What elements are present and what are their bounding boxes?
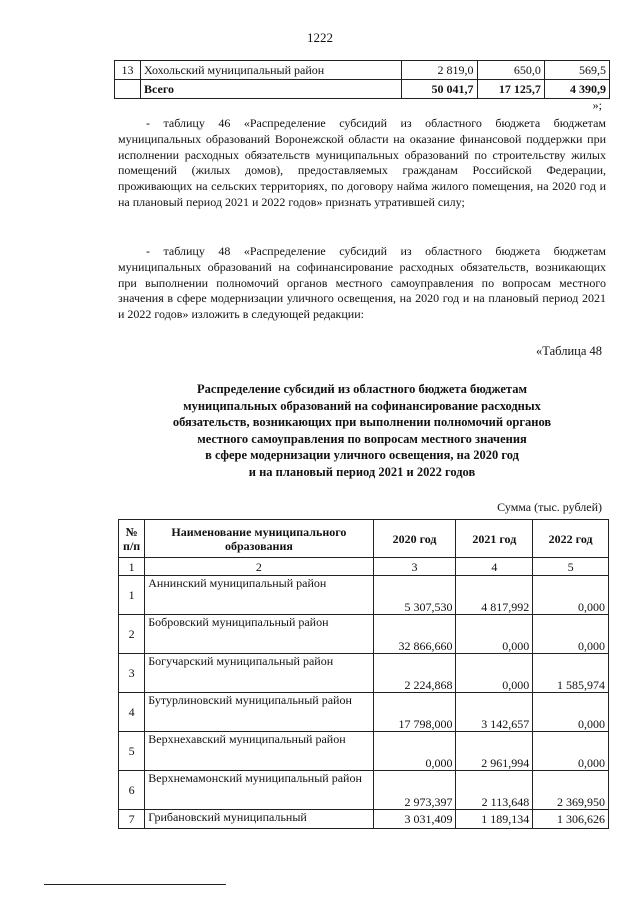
- closing-quote: »;: [592, 98, 602, 112]
- value-2020: 0,000: [373, 732, 456, 771]
- table-row: [119, 615, 609, 654]
- value-2021: 650,0: [477, 61, 544, 80]
- total-2021: 17 125,7: [477, 80, 544, 99]
- value-2022: 0,000: [533, 693, 609, 732]
- row-number: 4: [119, 693, 145, 732]
- paragraph-text: - таблицу 48 «Распределение субсидий из областного бюджета бюджетам муниципальных образований на софинансирование расходных обязательств, возникающих при выполнении полномочий органов местного самоуправления по вопросам местного значения в сфере модернизации уличного освещения, на 2020 год и на плановый период 2021 и 2022 годов» изложить в следующей редакции:: [118, 244, 606, 322]
- value-2020: 5 307,530: [373, 576, 456, 615]
- total-label: Всего: [141, 80, 402, 99]
- value-2022: 1 306,626: [533, 810, 609, 829]
- table-row-total: [115, 80, 610, 99]
- units-note: Сумма (тыс. рублей): [497, 500, 602, 514]
- value-2021: 0,000: [456, 654, 533, 693]
- municipality-name: Грибановский муниципальный: [145, 810, 373, 829]
- column-number: 4: [456, 558, 533, 576]
- row-number: 1: [119, 576, 145, 615]
- municipality-name: Бутурлиновский муниципальный район: [145, 693, 373, 732]
- value-2021: 1 189,134: [456, 810, 533, 829]
- row-number: [115, 80, 141, 99]
- row-number: 13: [115, 61, 141, 80]
- page-number: 1222: [307, 30, 333, 45]
- paragraph-table-46: [118, 116, 606, 211]
- header-2021: 2021 год: [456, 520, 533, 558]
- value-2020: 2 973,397: [373, 771, 456, 810]
- column-number-row: [119, 558, 609, 576]
- previous-table-fragment: [114, 60, 610, 99]
- value-2020: 3 031,409: [373, 810, 456, 829]
- total-2022: 4 390,9: [544, 80, 609, 99]
- table-row: [115, 61, 610, 80]
- table-row: [119, 810, 609, 829]
- value-2020: 32 866,660: [373, 615, 456, 654]
- value-2020: 2 819,0: [401, 61, 477, 80]
- table-header-row: [119, 520, 609, 558]
- table-row: [119, 732, 609, 771]
- row-number: 2: [119, 615, 145, 654]
- row-number: 7: [119, 810, 145, 829]
- title-line: в сфере модернизации уличного освещения, на 2020 год: [205, 448, 519, 462]
- paragraph-text: - таблицу 46 «Распределение субсидий из областного бюджета бюджетам муниципальных образований Воронежской области на оказание финансовой поддержки при исполнении расходных обязательств муниципальных образований по строительству жилых помещений (жилых домов), предоставляемых гражданам Российской Федерации, проживающих на сельских территориях, по договору найма жилого помещения, на 2020 год и на плановый период 2021 и 2022 годов» признать утратившей силу;: [118, 116, 606, 209]
- municipality-name: Хохольский муниципальный район: [141, 61, 402, 80]
- table-title: [118, 381, 606, 480]
- table-row: [119, 654, 609, 693]
- value-2021: 2 961,994: [456, 732, 533, 771]
- subsidy-table: [118, 519, 609, 829]
- value-2021: 2 113,648: [456, 771, 533, 810]
- value-2022: 569,5: [544, 61, 609, 80]
- value-2020: 17 798,000: [373, 693, 456, 732]
- header-name: Наименование муниципального образования: [145, 520, 373, 558]
- title-line: Распределение субсидий из областного бюджета бюджетам: [197, 382, 527, 396]
- title-line: муниципальных образований на софинансирование расходных: [183, 398, 541, 413]
- value-2022: 1 585,974: [533, 654, 609, 693]
- municipality-name: Верхнехавский муниципальный район: [145, 732, 373, 771]
- value-2021: 0,000: [456, 615, 533, 654]
- paragraph-table-48: [118, 244, 606, 323]
- row-number: 3: [119, 654, 145, 693]
- municipality-name: Бобровский муниципальный район: [145, 615, 373, 654]
- value-2020: 2 224,868: [373, 654, 456, 693]
- municipality-name: Аннинский муниципальный район: [145, 576, 373, 615]
- municipality-name: Богучарский муниципальный район: [145, 654, 373, 693]
- total-2020: 50 041,7: [401, 80, 477, 99]
- header-2022: 2022 год: [533, 520, 609, 558]
- title-line: и на плановый период 2021 и 2022 годов: [248, 464, 476, 479]
- footnote-divider: [44, 884, 226, 885]
- header-num: № п/п: [119, 520, 145, 558]
- value-2021: 3 142,657: [456, 693, 533, 732]
- column-number: 1: [119, 558, 145, 576]
- table-label: «Таблица 48: [536, 344, 602, 358]
- header-2020: 2020 год: [373, 520, 456, 558]
- value-2022: 0,000: [533, 732, 609, 771]
- row-number: 5: [119, 732, 145, 771]
- table-row: [119, 693, 609, 732]
- table-row: [119, 771, 609, 810]
- value-2021: 4 817,992: [456, 576, 533, 615]
- table-row: [119, 576, 609, 615]
- column-number: 3: [373, 558, 456, 576]
- row-number: 6: [119, 771, 145, 810]
- value-2022: 0,000: [533, 615, 609, 654]
- municipality-name: Верхнемамонский муниципальный район: [145, 771, 373, 810]
- title-line: местного самоуправления по вопросам местного значения: [197, 431, 527, 446]
- column-number: 5: [533, 558, 609, 576]
- value-2022: 2 369,950: [533, 771, 609, 810]
- value-2022: 0,000: [533, 576, 609, 615]
- column-number: 2: [145, 558, 373, 576]
- title-line: обязательств, возникающих при выполнении полномочий органов: [172, 415, 552, 429]
